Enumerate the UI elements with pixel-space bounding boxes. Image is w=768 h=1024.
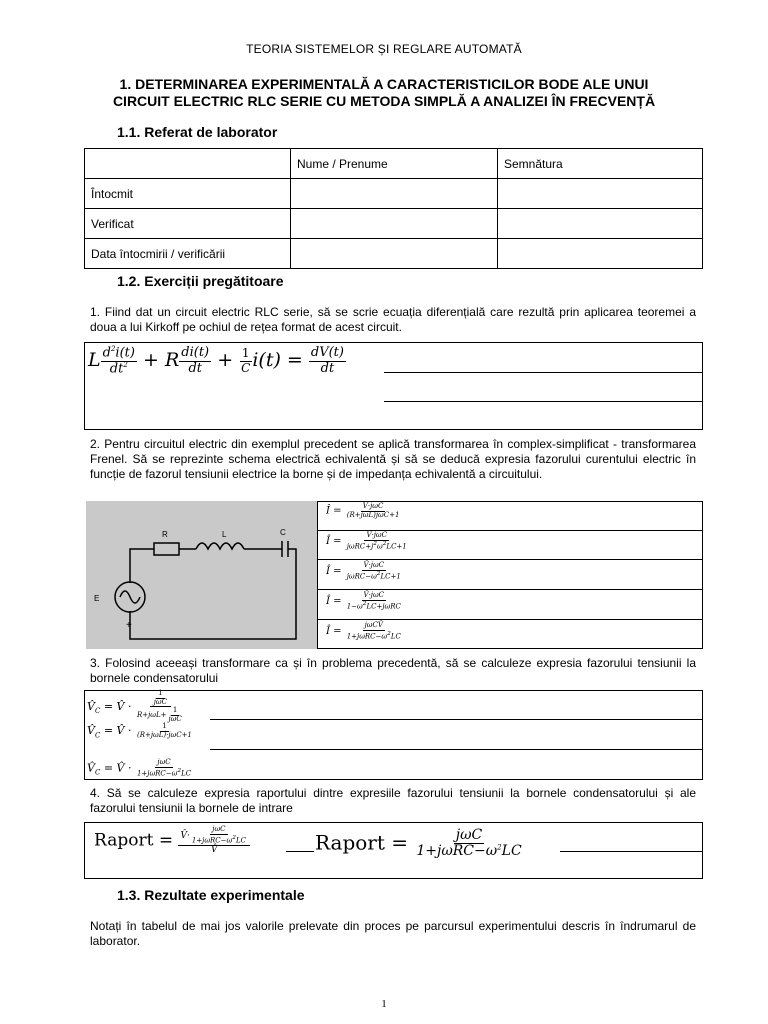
- exercise-1-text: 1. Fiind dat un circuit electric RLC serie, să se scrie ecuația diferențială care rezultă prin aplicarea teoremei a doua a lui Kirkoff pe ochiul de rețea format de acest circuit.: [90, 305, 696, 334]
- row-label: Întocmit: [85, 179, 291, 209]
- section-heading-1-1: 1.1. Referat de laborator: [117, 124, 278, 140]
- referat-table: [84, 148, 703, 269]
- name-field[interactable]: [291, 179, 498, 209]
- raport-equation-1: Raport = V̂· $\frac{\text{jωC}}{1+j\omega RC-\omega^2LC}$ V̂: [94, 826, 250, 856]
- label-plus: +: [126, 620, 132, 631]
- table-cell: [85, 149, 291, 179]
- signature-field[interactable]: [498, 179, 703, 209]
- name-field[interactable]: [291, 209, 498, 239]
- current-equation: Î = $\frac{\text{jωCV̂}}{1+j\omega RC-\omega^2LC}$: [326, 621, 401, 641]
- exercise-4-text: 4. Să se calculeze expresia raportului dintre expresiile fazorului tensiunii la bornele condensatorului și ale fazorului tensiunii la bornele de intrare: [90, 786, 696, 815]
- circuit-diagram: [86, 501, 317, 649]
- capacitor-voltage-equation: $V̂_C$ = V̂ · $\frac{1}{\text{(R+jωL)·jωC+1}}$: [87, 722, 192, 740]
- capacitor-voltage-equation: $V̂_C$ = V̂ · $\frac{1}{\text{jωC}}$ R+jωL+ $\frac{1}{\text{jωC}}$: [87, 689, 182, 724]
- answer-line: [210, 749, 703, 750]
- exercise-2-text: 2. Pentru circuitul electric din exemplul precedent se aplică transformarea în complex-simplificat - transformarea Frenel. Să se reprezinte schema electrică echivalentă și să se deducă expresia fazorului curentului electric în funcție de fazorul tensiunii electrice la borne și de impedanța echivalentă a circuitului.: [90, 437, 696, 481]
- current-equation: Î = $\frac{\text{V̂·jωC}}{j\omega RC+j^2\omega^2LC+1}$: [326, 531, 407, 551]
- document-title: [60, 76, 708, 110]
- label-c: C: [280, 528, 286, 537]
- answer-line: [317, 589, 703, 590]
- label-r: R: [162, 530, 168, 539]
- row-label: Verificat: [85, 209, 291, 239]
- answer-line: [317, 559, 703, 560]
- signature-field[interactable]: [498, 209, 703, 239]
- answer-line: [317, 619, 703, 620]
- answer-line: [384, 401, 703, 402]
- label-l: L: [222, 530, 227, 539]
- answer-line: [384, 372, 703, 373]
- results-text: Notați în tabelul de mai jos valorile prelevate din proces pe parcursul experimentului descris în îndrumarul de laborator.: [90, 919, 696, 948]
- raport-label: Raport: [315, 830, 385, 855]
- table-row: [85, 239, 703, 269]
- name-field[interactable]: [291, 239, 498, 269]
- answer-line: [286, 851, 314, 852]
- current-equation: Î = $\frac{\text{V̂·jωC}}{j\omega RC-\omega^2LC+1}$: [326, 561, 401, 581]
- answer-line: [210, 719, 703, 720]
- section-heading-1-3: 1.3. Rezultate experimentale: [117, 887, 305, 903]
- exercise-3-text: 3. Folosind aceeași transformare ca și în problema precedentă, să se calculeze expresia fazorului tensiunii la bornele condensatorului: [90, 656, 696, 685]
- page-number: 1: [381, 998, 387, 1010]
- page-header: TEORIA SISTEMELOR ȘI REGLARE AUTOMATĂ: [246, 42, 522, 56]
- label-e: E: [94, 594, 100, 603]
- title-line-1: 1. DETERMINAREA EXPERIMENTALĂ A CARACTERISTICILOR BODE ALE UNUI: [119, 76, 649, 92]
- table-row: [85, 209, 703, 239]
- current-equation: Î = $\frac{\text{V̂·jωC}}{1-\omega^2LC+j\omega RC}$: [326, 591, 401, 611]
- column-header-name: Nume / Prenume: [291, 149, 498, 179]
- column-header-signature: Semnătura: [498, 149, 703, 179]
- capacitor-voltage-equation: $V̂_C$ = V̂ · $\frac{\text{jωC}}{1+j\omega RC-\omega^2LC}$: [87, 758, 192, 778]
- current-equation: Î = $\frac{\text{V·jωC}}{\text{(R+jωL)jωC+1}}$: [326, 502, 400, 519]
- table-row: [85, 149, 703, 179]
- signature-field[interactable]: [498, 239, 703, 269]
- section-heading-1-2: 1.2. Exerciții pregătitoare: [117, 273, 284, 289]
- answer-line: [560, 851, 703, 852]
- rlc-circuit-schematic: [86, 501, 317, 649]
- raport-equation-2: Raport = $\frac{\text{jωC}}{1+j\omega RC-\omega^2LC}$: [315, 827, 522, 860]
- title-line-2: CIRCUIT ELECTRIC RLC SERIE CU METODA SIMPLĂ A ANALIZEI ÎN FRECVENȚĂ: [112, 93, 656, 109]
- raport-label: Raport: [94, 830, 154, 851]
- row-label: Data întocmirii / verificării: [85, 239, 291, 269]
- differential-equation: L $\frac{d^2i(t)}{dt^2}$ + R $\frac{di(t)}{dt}$ + $\frac{1}{C}$ i(t) = $\frac{dV(t)}{dt}$: [88, 345, 344, 376]
- table-row: [85, 179, 703, 209]
